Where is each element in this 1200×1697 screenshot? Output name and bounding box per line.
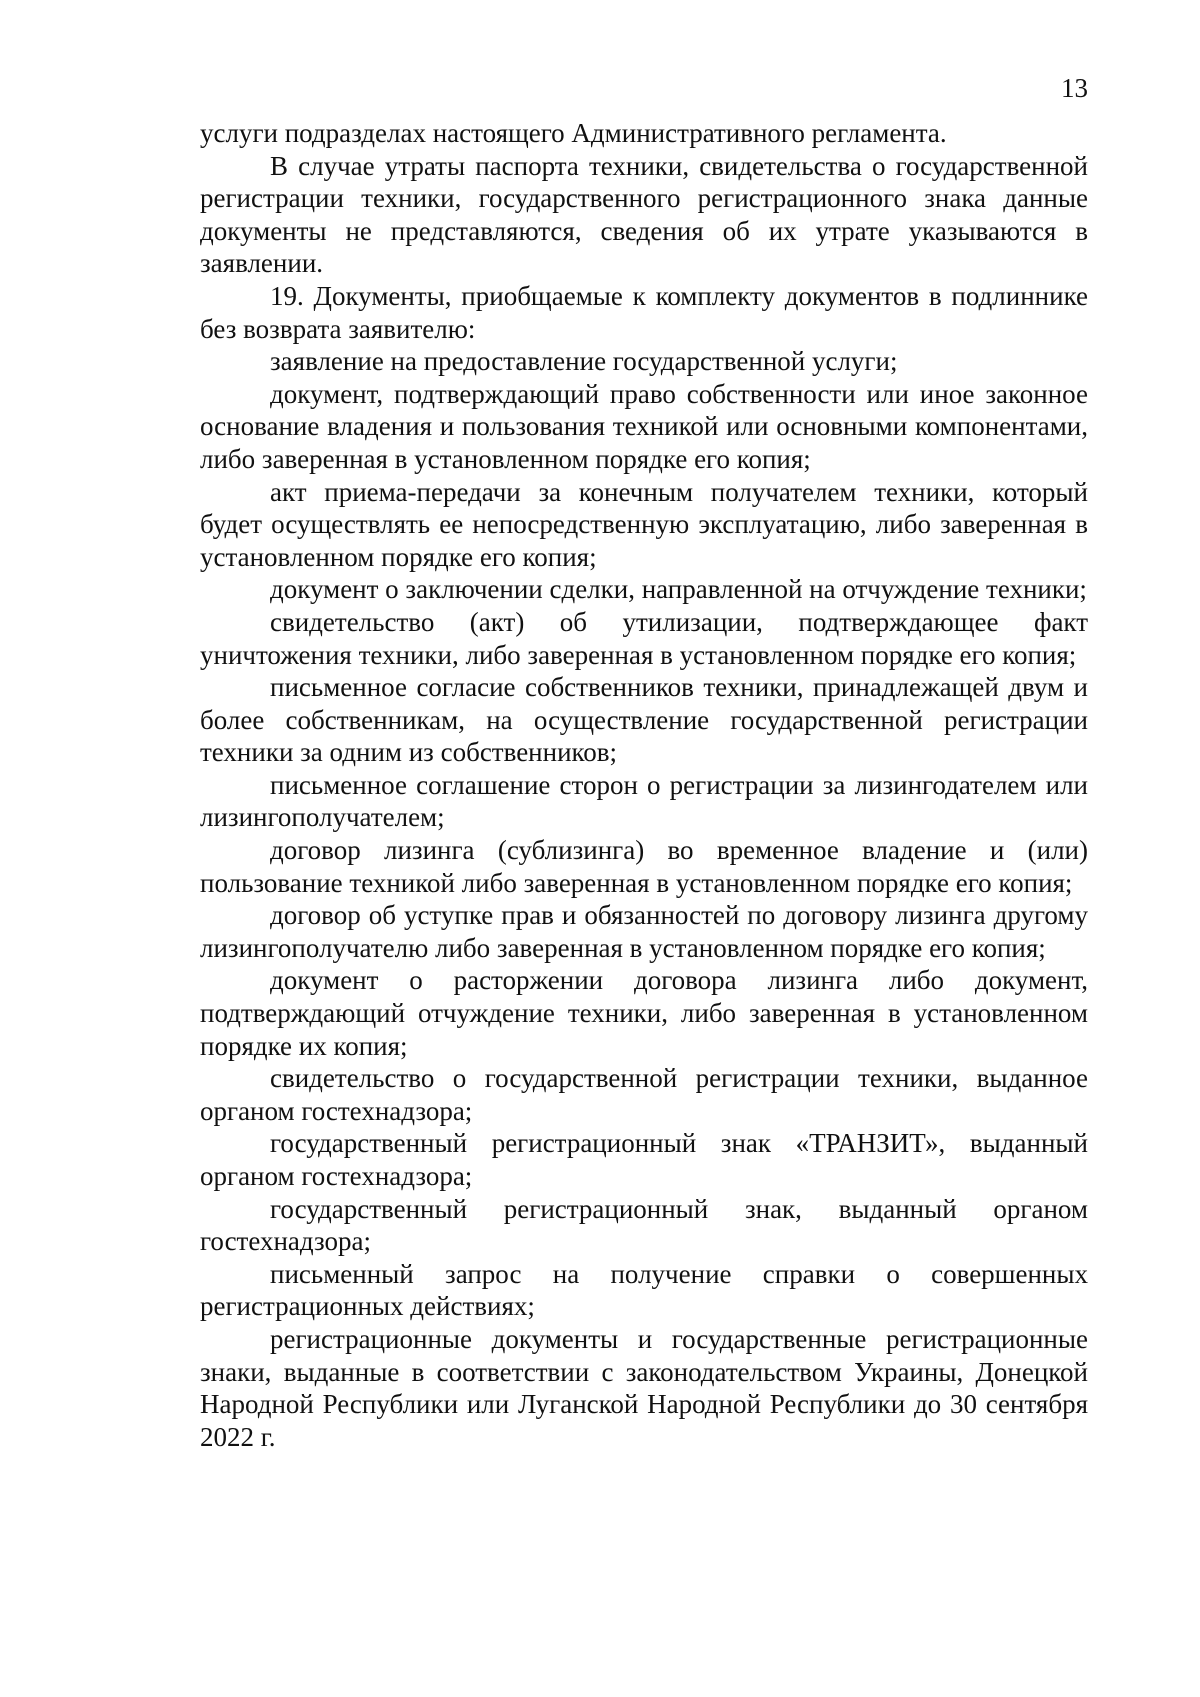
list-item-leasing-agreement-parties: письменное соглашение сторон о регистрации за лизингодателем или лизингополучателем; [200,769,1088,833]
list-item-owners-consent: письменное согласие собственников техники, принадлежащей двум и более собственникам, на осуществление государственной регистрации техники за одним из собственников; [200,672,1088,768]
page-number: 13 [1061,73,1088,103]
paragraph-continuation: услуги подразделах настоящего Административного регламента. [200,118,947,148]
list-item-ownership-document: документ, подтверждающий право собственности или иное законное основание владения и пользования техникой или основными компонентами, либо заверенная в установленном порядке его копия; [200,378,1088,474]
list-item-foreign-documents: регистрационные документы и государственные регистрационные знаки, выданные в соответствии с законодательством Украины, Донецкой Народной Республики или Луганской Народной Республики до 30 сентября 2022 г. [200,1323,1088,1452]
paragraph-item-19-heading: 19. Документы, приобщаемые к комплекту документов в подлиннике без возврата заявителю: [200,280,1088,344]
paragraph-lost-documents: В случае утраты паспорта техники, свидетельства о государственной регистрации техники, государственного регистрационного знака данные документы не представляются, сведения об их утрате указываются в заявлении. [200,150,1088,279]
document-body [200,117,1088,1453]
list-item-registration-certificate: свидетельство о государственной регистрации техники, выданное органом гостехнадзора; [200,1063,1088,1126]
list-item-registration-plate: государственный регистрационный знак, выданный органом гостехнадзора; [200,1193,1088,1257]
list-item-leasing-contract: договор лизинга (сублизинга) во временное владение и (или) пользование техникой либо заверенная в установленном порядке его копия; [200,835,1088,898]
list-item-leasing-termination: документ о расторжении договора лизинга либо документ, подтверждающий отчуждение техники, либо заверенная в установленном порядке их копия; [200,965,1088,1061]
list-item-disposal-certificate: свидетельство (акт) об утилизации, подтверждающее факт уничтожения техники, либо заверенная в установленном порядке его копия; [200,606,1088,670]
list-item-transfer-act: акт приема-передачи за конечным получателем техники, который будет осуществлять ее непосредственную эксплуатацию, либо заверенная в установленном порядке его копия; [200,476,1088,572]
list-item-certificate-request: письменный запрос на получение справки о совершенных регистрационных действиях; [200,1258,1088,1322]
list-item-leasing-assignment: договор об уступке прав и обязанностей по договору лизинга другому лизингополучателю либо заверенная в установленном порядке его копия; [200,900,1088,963]
list-item-alienation-deal: документ о заключении сделки, направленной на отчуждение техники; [270,574,1087,605]
list-item-application: заявление на предоставление государственной услуги; [270,346,898,377]
list-item-transit-plate: государственный регистрационный знак «ТРАНЗИТ», выданный органом гостехнадзора; [200,1128,1088,1191]
